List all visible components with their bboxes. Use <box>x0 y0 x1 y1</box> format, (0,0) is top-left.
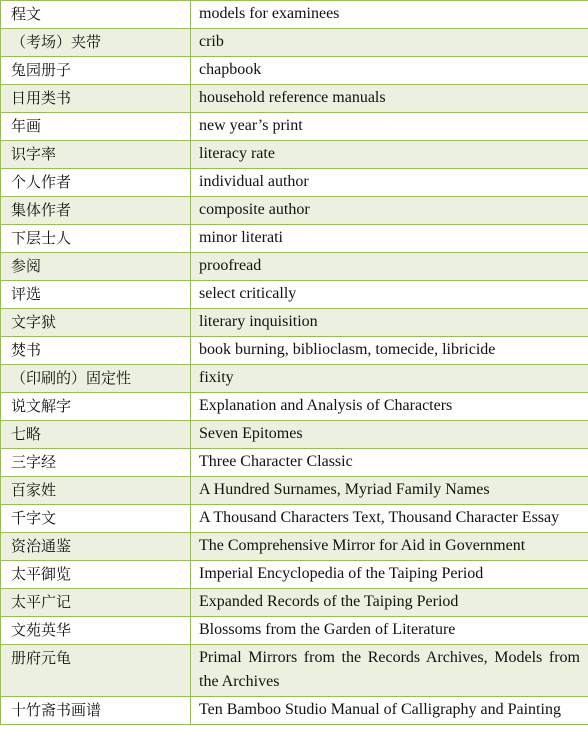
table-row <box>1 1 588 29</box>
chinese-term: 太平御览 <box>1 561 191 589</box>
table-row <box>1 141 588 169</box>
english-translation: new year’s print <box>191 113 588 141</box>
english-translation: Seven Epitomes <box>191 421 588 449</box>
table-row <box>1 561 588 589</box>
table-row <box>1 421 588 449</box>
table-row <box>1 253 588 281</box>
chinese-term: 三字经 <box>1 449 191 477</box>
english-translation: A Hundred Surnames, Myriad Family Names <box>191 477 588 505</box>
english-translation: A Thousand Characters Text, Thousand Character Essay <box>191 505 588 533</box>
chinese-term: 程文 <box>1 1 191 29</box>
table-row <box>1 505 588 533</box>
table-row <box>1 169 588 197</box>
chinese-term: 个人作者 <box>1 169 191 197</box>
chinese-term: 集体作者 <box>1 197 191 225</box>
chinese-term: 十竹斋书画谱 <box>1 697 191 725</box>
table-row <box>1 309 588 337</box>
english-translation: composite author <box>191 197 588 225</box>
english-translation: Expanded Records of the Taiping Period <box>191 589 588 617</box>
english-translation: models for examinees <box>191 1 588 29</box>
english-translation: Blossoms from the Garden of Literature <box>191 617 588 645</box>
english-translation: literary inquisition <box>191 309 588 337</box>
table-row <box>1 113 588 141</box>
english-translation: Primal Mirrors from the Records Archives, Models from the Archives <box>191 645 588 697</box>
english-translation: Ten Bamboo Studio Manual of Calligraphy and Painting <box>191 697 588 725</box>
chinese-term: 文字狱 <box>1 309 191 337</box>
chinese-term: 太平广记 <box>1 589 191 617</box>
table-row <box>1 393 588 421</box>
table-row <box>1 617 588 645</box>
table-row <box>1 533 588 561</box>
chinese-term: 千字文 <box>1 505 191 533</box>
chinese-term: 七略 <box>1 421 191 449</box>
chinese-term: 焚书 <box>1 337 191 365</box>
english-translation: select critically <box>191 281 588 309</box>
chinese-term: 百家姓 <box>1 477 191 505</box>
english-translation: minor literati <box>191 225 588 253</box>
english-translation: Three Character Classic <box>191 449 588 477</box>
table-row <box>1 589 588 617</box>
chinese-term: 资治通鉴 <box>1 533 191 561</box>
chinese-term: 参阅 <box>1 253 191 281</box>
english-translation: fixity <box>191 365 588 393</box>
table-row <box>1 57 588 85</box>
chinese-term: （考场）夹带 <box>1 29 191 57</box>
table-row <box>1 225 588 253</box>
table-row <box>1 281 588 309</box>
chinese-term: 下层士人 <box>1 225 191 253</box>
english-translation: book burning, biblioclasm, tomecide, libricide <box>191 337 588 365</box>
english-translation: individual author <box>191 169 588 197</box>
chinese-term: 年画 <box>1 113 191 141</box>
table-row <box>1 365 588 393</box>
table-row <box>1 449 588 477</box>
chinese-term: 册府元龟 <box>1 645 191 697</box>
table-row <box>1 29 588 57</box>
english-translation: proofread <box>191 253 588 281</box>
table-row <box>1 645 588 697</box>
chinese-term: 说文解字 <box>1 393 191 421</box>
english-translation: literacy rate <box>191 141 588 169</box>
english-translation: Imperial Encyclopedia of the Taiping Period <box>191 561 588 589</box>
chinese-term: 兔园册子 <box>1 57 191 85</box>
english-translation: chapbook <box>191 57 588 85</box>
chinese-term: 文苑英华 <box>1 617 191 645</box>
chinese-term: 日用类书 <box>1 85 191 113</box>
table-row <box>1 197 588 225</box>
chinese-term: 评选 <box>1 281 191 309</box>
chinese-term: （印刷的）固定性 <box>1 365 191 393</box>
english-translation: household reference manuals <box>191 85 588 113</box>
table-row <box>1 477 588 505</box>
english-translation: Explanation and Analysis of Characters <box>191 393 588 421</box>
english-translation: The Comprehensive Mirror for Aid in Government <box>191 533 588 561</box>
chinese-term: 识字率 <box>1 141 191 169</box>
table-row <box>1 337 588 365</box>
table-row <box>1 85 588 113</box>
table-row <box>1 697 588 725</box>
english-translation: crib <box>191 29 588 57</box>
